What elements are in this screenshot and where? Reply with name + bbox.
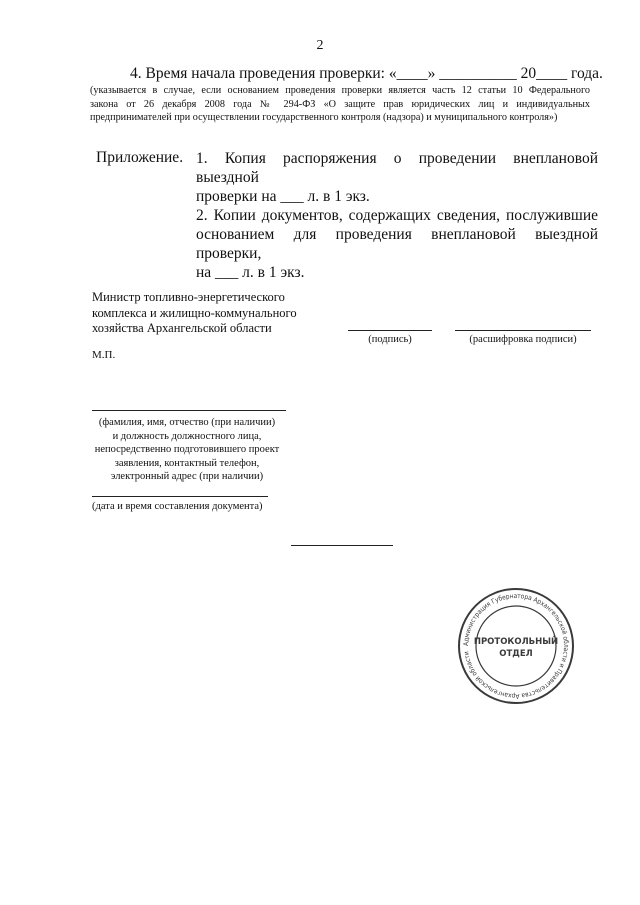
signature-caption: (подпись) (368, 334, 412, 345)
executor-caption-line: непосредственно подготовившего проект (94, 444, 280, 455)
note-line: закона от 26 декабря 2008 года № 294-ФЗ «О защите прав юридических лиц и индивидуальных (90, 98, 590, 110)
executor-caption-line: заявления, контактный телефон, (114, 457, 260, 469)
signature-line (348, 330, 432, 331)
position-line: комплекса и жилищно-коммунального (92, 305, 297, 320)
note-line: предпринимателей при осуществлении государственного контроля (надзора) и муниципального контроля») (90, 112, 558, 123)
attachment-label: Приложение. (96, 149, 184, 166)
executor-caption-line: электронный адрес (при наличии) (110, 471, 264, 482)
decryption-line (455, 330, 591, 331)
signatory-position (92, 290, 297, 337)
seal-place-label: М.П. (92, 349, 116, 361)
end-separator (291, 545, 393, 546)
stamp-center-line: ОТДЕЛ (499, 649, 533, 659)
executor-caption-line: и должность должностного лица, (112, 430, 262, 442)
inspection-start-time-item: 4. Время начала проведения проверки: «____» __________ 20____ года. (130, 65, 603, 82)
date-caption: (дата и время составления документа) (92, 501, 263, 512)
stamp-center-line: ПРОТОКОЛЬНЫЙ (473, 637, 559, 647)
position-line: хозяйства Архангельской области (92, 321, 272, 335)
position-line: Министр топливно-энергетического (92, 290, 285, 304)
attachment-line: 2. Копии документов, содержащих сведения, послужившие (196, 207, 598, 224)
attachment-line: на ___ л. в 1 экз. (196, 264, 305, 281)
note-line: (указывается в случае, если основанием проведения проверки является часть 12 статьи 10 Федерального (90, 85, 590, 96)
attachment-line: 1. Копия распоряжения о проведении внеплановой выездной (196, 150, 598, 186)
executor-caption-line: (фамилия, имя, отчество (при наличии) (98, 417, 276, 428)
stamp-ring-textpath: Администрация Губернатора Архангельской области и Правительства Архангельской области (461, 591, 571, 701)
page-number: 2 (316, 38, 324, 53)
protocol-department-stamp (456, 586, 576, 706)
decryption-caption: (расшифровка подписи) (469, 334, 577, 345)
attachment-line: проверки на ___ л. в 1 экз. (196, 188, 370, 205)
executor-line (92, 410, 286, 411)
attachment-list (196, 149, 598, 282)
date-line (92, 496, 268, 497)
attachment-line: основанием для проведения внеплановой выездной проверки, (196, 226, 598, 262)
inspection-time-note (90, 84, 590, 125)
executor-caption (82, 416, 292, 484)
